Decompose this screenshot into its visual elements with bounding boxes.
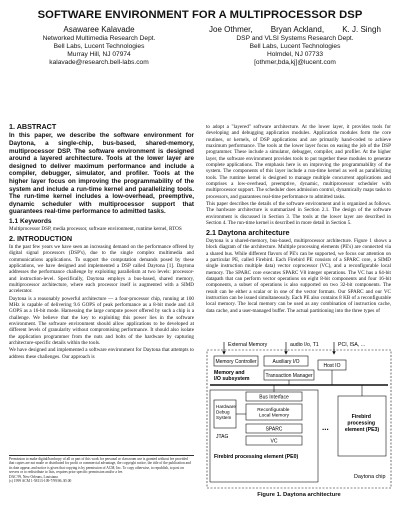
section-paragraph: Daytona is a shared-memory, bus-based, multiprocessor architecture. Figure 1 shows a block diagram of the architecture. Multiple processing elements (PE's) are connected via a shared bus. While different flavors of PE's can be supported, we focus our attention on a particular PE, called Firebird. Each Firebird PE consists of a SPARC core, a SIMD single instruction multiple data) vector coprocessor (VC), and a reconfigurable local memory. The SPARC core executes SPARC V8 integer operations. The VC has a 64-bit datapath that can perform vector operations on eight 8-bit components and four 16-bit components, a subset of operations is also supported on two 32-bit components. The result can be either a scalar or in one of the vector formats. Our SPARC and our VC instruction can be issued simultaneously. Each PE also contains 8 KB of a reconfigurable local memory. The local memory can be used as any combination of instruction cache, data cache, and a user-managed buffer. The actual partitioning into the three types of — [206, 237, 391, 314]
bus-interface-label: Bus Interface — [259, 394, 289, 401]
architecture-diagram — [206, 340, 392, 490]
hardware-debug-line: System — [216, 415, 232, 420]
host-io-label: Host IO — [323, 363, 341, 369]
vc-label: VC — [270, 438, 278, 445]
author-name: Joe Othmer, — [209, 25, 253, 34]
paper-title: SOFTWARE ENVIRONMENT FOR A MULTIPROCESSOR DSP — [37, 9, 363, 21]
email-line: [othmer,bda,kj]@lucent.com — [254, 58, 336, 66]
intro-paragraph: We have designed and implemented a software environment for Daytona that attempts to address these challenges. Our approach is — [9, 347, 194, 360]
pci-isa-label: PCI, ISA, ... — [338, 342, 366, 348]
affiliation-line: Networked Multimedia Research Dept. — [42, 35, 156, 42]
author-name: K. J. Singh — [342, 25, 381, 34]
reconfigurable-memory-label — [257, 407, 291, 419]
abstract-text: In this paper, we describe the software environment for Daytona, a single-chip, bus-based, shared-memory, multiprocessor DSP. The software environment is designed around a layered architecture. Tools at the lower layer are designed to deliver maximum performance and include a compiler, debugger, simulator, and profiler. Tools at the higher layer focus on improving the programmability of the system and include a run-time kernel and parallelizing tools. The run-time kernel includes a low-overhead, preemptive, dynamic scheduler with multiprocessor support that guarantees real-time performance to admitted tasks. — [9, 132, 194, 216]
keywords-heading: 1.1 Keywords — [9, 217, 52, 225]
memory-controller-label: Memory Controller — [215, 359, 257, 365]
email-line: kalavade@research.bell-labs.com — [49, 58, 149, 66]
author-name-left: Asawaree Kalavade — [63, 25, 135, 34]
affiliation-line: Bell Labs, Lucent Technologies — [53, 42, 145, 50]
sparc-label: SPARC — [265, 426, 283, 433]
memory-subsystem-line: I/O subsystem — [214, 376, 250, 382]
keywords-text: Multiprocessor DSP, media processor, software environment, runtime kernel, RTOS — [9, 226, 182, 233]
pe3-line: Firebird — [351, 414, 371, 420]
left-column — [9, 124, 194, 361]
author-names-right — [200, 25, 390, 35]
section-heading: 2.1 Daytona architecture — [206, 227, 290, 237]
transaction-manager-label: Transaction Manager — [265, 373, 313, 379]
authors-left — [14, 25, 184, 67]
audio-io-label: audio I/o, T1 — [290, 342, 319, 348]
right-column — [206, 124, 391, 315]
body-paragraph: to adopt a "layered" software architecture. At the lower layer, it provides tools for developing and debugging application modules. Application modules form the core routines, or kernels, of DSP applications and are primarily hand-coded to achieve maximum performance. The tools at the lower layer focus on easing the job of the DSP programmer. These include a simulator, debugger, compiler, and profiler. At the higher layer, the software environment provides tools to put together these modules to generate complete applications. The emphasis here is on improving the programmability of the system. The components of this layer include a run-time kernel as well as parallelizing tools. The runtime kernel is designed to manage multiple concurrent applications and comprises a low-overhead, preemptive, dynamic, multiprocessor scheduler with multiprocessor support. The scheduler does admission control, dynamically maps tasks to processors, and guarantees real-time performance to admitted tasks. — [206, 124, 391, 200]
jtag-label: JTAG — [216, 434, 229, 440]
body-paragraph: This paper describes the details of the software environment and is organized as follows. The hardware architecture is summarized in Section 2.1. The design of the software environment is discussed in Section 3. The tools at the lower layer are described in Section 4. The run-time kernel is described in more detail in Section 5. — [206, 201, 391, 227]
affiliation-line: Bell Labs, Lucent Technologies — [249, 42, 341, 50]
footnote-venue: DAC 99, New Orleans, Louisiana — [9, 474, 58, 479]
affiliation-line: DSP and VLSI Systems Research Dept. — [236, 35, 354, 42]
affiliation-line: Holmdel, NJ 07733 — [266, 50, 324, 58]
reconfigurable-memory-line: Reconfigurable — [257, 408, 290, 413]
author-name: Bryan Ackland, — [270, 25, 325, 34]
memory-subsystem-label — [214, 370, 250, 382]
hardware-debug-line: Debug — [216, 409, 230, 415]
architecture-figure — [206, 340, 392, 490]
abstract-heading: 1. ABSTRACT — [9, 122, 57, 131]
auxiliary-io-label: Auxiliary I/O — [272, 359, 300, 365]
pe3-line: element (PE3) — [344, 427, 380, 433]
memory-subsystem-line: Memory and — [214, 370, 245, 376]
affiliation-line: Murray Hill, NJ 07974 — [67, 50, 131, 58]
intro-paragraph: In the past few years we have seen an increasing demand on the performance offered by digital signal processors (DSP's), due to the single complex multimedia and communications applications. To support the computation demands posed by these applications, we have designed and implemented a DSP called Daytona [1]. Daytona addresses the performance challenge by exploiting parallelism at two levels: processor- and instruction-level. Specifically, Daytona employs a bus-based, shared memory, multiprocessor architecture, where each processor itself is augmented with a SIMD accelerator. — [9, 243, 194, 295]
external-memory-label: External Memory — [228, 342, 268, 348]
footnote-text: Permission to make digital/hardcopy of all or part of this work for personal or classroom use is granted without fee provided that copies are not made or distributed for profit or commercial advantage, the copyright notice, the title of the publication and its date appear, and notice is given that copying is by permission of ACM, Inc. To copy otherwise, to republish, to post on servers or to redistribute to lists, requires prior specific permission and/or a fee. — [9, 457, 191, 475]
reconfigurable-memory-line: Local Memory — [258, 413, 290, 419]
introduction-heading: 2. INTRODUCTION — [9, 233, 73, 243]
daytona-chip-label: Daytona chip — [354, 474, 386, 480]
intro-paragraph: Daytona is a reasonably powerful architecture — a four-processor chip, running at 100 MHz is capable of delivering 9.6 GOPS of peak performance as a 8-bit mode and 4.8 GOPS as a 16-bit mode. Harnessing the large compute power offered by such a chip is a challenge. We believe that the key to exploiting this power lies in the software environment. The software environment should allow applications to be developed at different levels of granularity without compromising performance. It should also isolate the application programmer from the nuts and bolts of the hardware by capturing architecture-specific details within the tools. — [9, 295, 194, 347]
pe0-label: Firebird processing element (PE0) — [214, 454, 299, 460]
authors-right — [200, 25, 390, 67]
copyright-footnote — [9, 455, 194, 483]
hardware-debug-line: Hardware — [216, 404, 236, 409]
ellipsis: ... — [322, 423, 329, 432]
footnote-copyright: (c) 1999 ACM 1-58113-109-7/99/06..$5.00 — [9, 479, 72, 484]
pe3-line: processing — [347, 420, 376, 427]
figure-caption: Figure 1. Daytona architecture — [257, 492, 341, 498]
